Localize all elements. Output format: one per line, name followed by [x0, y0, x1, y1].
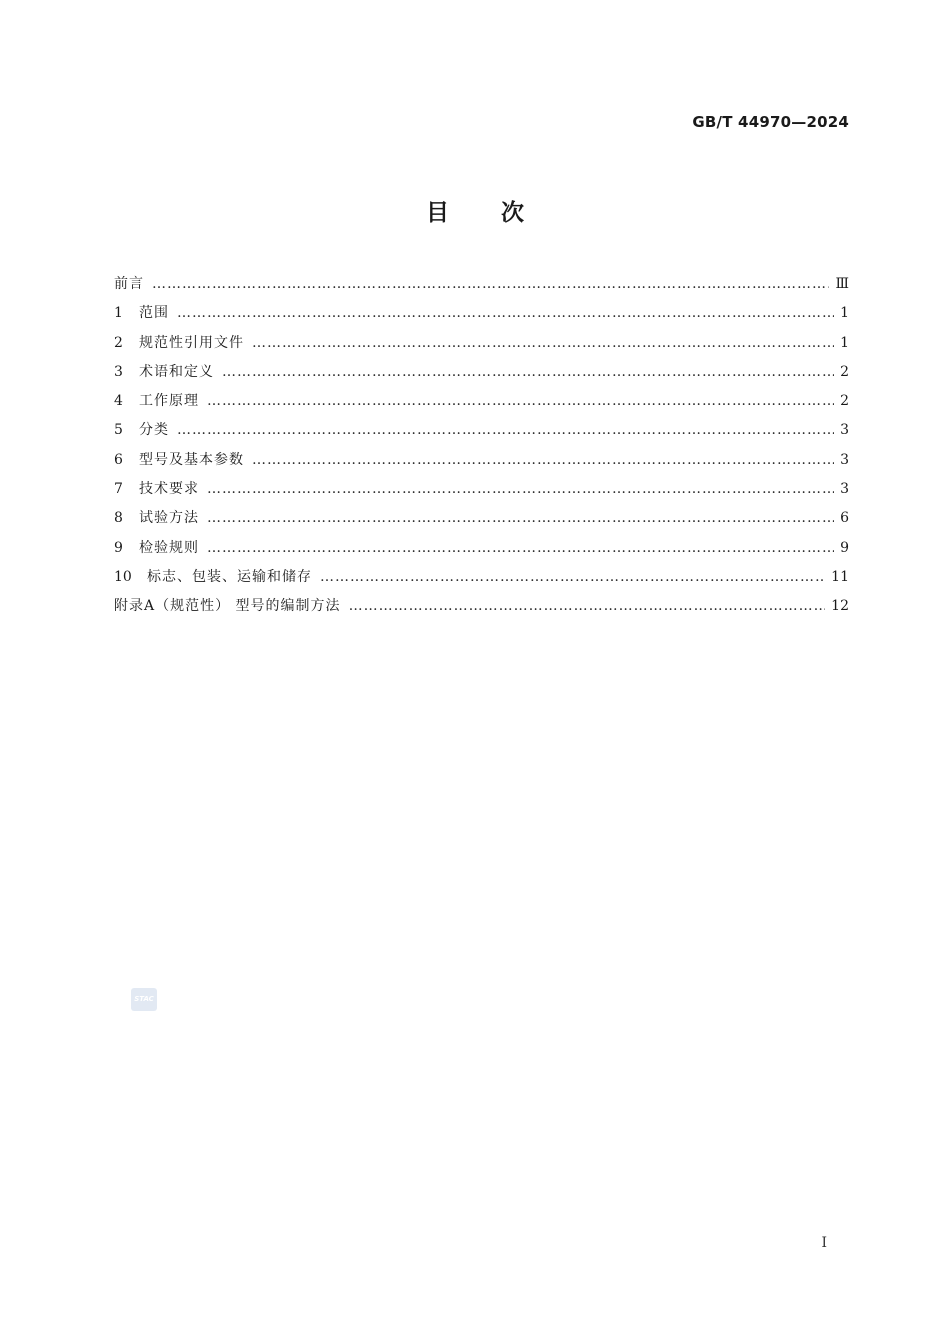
- toc-entry-number: 8: [114, 510, 123, 527]
- toc-entry-label: 型号及基本参数: [139, 451, 244, 468]
- toc-entry-label: 分类: [139, 422, 169, 439]
- toc-entry-number: 6: [114, 451, 123, 468]
- toc-entry-page: 3: [840, 422, 849, 439]
- toc-entry-6[interactable]: [114, 446, 849, 475]
- toc-entry-page: 1: [840, 305, 849, 322]
- table-of-contents: [114, 270, 849, 622]
- toc-entry-8[interactable]: [114, 504, 849, 533]
- toc-entry-label: 前言: [114, 276, 144, 292]
- toc-entry-page: Ⅲ: [835, 276, 849, 292]
- toc-leader-dots: [320, 563, 825, 592]
- toc-entry-number: 4: [114, 393, 123, 410]
- toc-leader-dots: [252, 446, 834, 475]
- toc-entry-number: 9: [114, 539, 123, 556]
- toc-leader-dots: [349, 592, 826, 621]
- toc-entry-label: 工作原理: [139, 393, 199, 410]
- toc-entry-number: 3: [114, 363, 123, 380]
- toc-entry-label: 标志、包装、运输和储存: [147, 568, 312, 585]
- toc-entry-label: 规范性引用文件: [139, 334, 244, 351]
- toc-entry-4[interactable]: [114, 387, 849, 416]
- toc-entry-page: 12: [831, 598, 849, 615]
- toc-leader-dots: [177, 416, 834, 445]
- toc-leader-dots: [207, 504, 834, 533]
- toc-leader-dots: [252, 329, 834, 358]
- toc-entry-page: 3: [840, 451, 849, 468]
- page-number: I: [821, 1235, 827, 1251]
- toc-entry-label: 检验规则: [139, 539, 199, 556]
- toc-entry-page: 6: [840, 510, 849, 527]
- toc-leader-dots: [207, 534, 834, 563]
- toc-entry-page: 3: [840, 481, 849, 498]
- toc-entry-page: 11: [831, 568, 849, 585]
- toc-entry-10[interactable]: [114, 563, 849, 592]
- toc-entry-page: 2: [840, 393, 849, 410]
- toc-entry-annex-a[interactable]: [114, 592, 849, 621]
- toc-entry-number: 5: [114, 422, 123, 439]
- toc-entry-9[interactable]: [114, 534, 849, 563]
- toc-entry-label: 技术要求: [139, 481, 199, 498]
- toc-entry-5[interactable]: [114, 416, 849, 445]
- toc-leader-dots: [222, 358, 834, 387]
- toc-entry-2[interactable]: [114, 329, 849, 358]
- toc-entry-label: 范围: [139, 305, 169, 322]
- toc-title: 目次: [426, 200, 576, 226]
- toc-entry-label: 术语和定义: [139, 363, 214, 380]
- toc-entry-label: 试验方法: [139, 510, 199, 527]
- toc-entry-1[interactable]: [114, 299, 849, 328]
- toc-entry-page: 2: [840, 363, 849, 380]
- toc-leader-dots: [207, 387, 834, 416]
- toc-entry-7[interactable]: [114, 475, 849, 504]
- toc-entry-3[interactable]: [114, 358, 849, 387]
- toc-entry-foreword[interactable]: [114, 270, 849, 299]
- toc-leader-dots: [152, 270, 829, 299]
- toc-entry-page: 1: [840, 334, 849, 351]
- toc-entry-number: 2: [114, 334, 123, 351]
- toc-leader-dots: [207, 475, 834, 504]
- toc-entry-label: 附录A（规范性） 型号的编制方法: [114, 598, 341, 615]
- toc-entry-number: 10: [114, 568, 132, 585]
- standard-code: GB/T 44970—2024: [692, 113, 849, 131]
- toc-entry-page: 9: [840, 539, 849, 556]
- stac-logo-watermark: STAC: [131, 988, 157, 1011]
- toc-leader-dots: [177, 299, 834, 328]
- toc-entry-number: 1: [114, 305, 123, 322]
- toc-entry-number: 7: [114, 481, 123, 498]
